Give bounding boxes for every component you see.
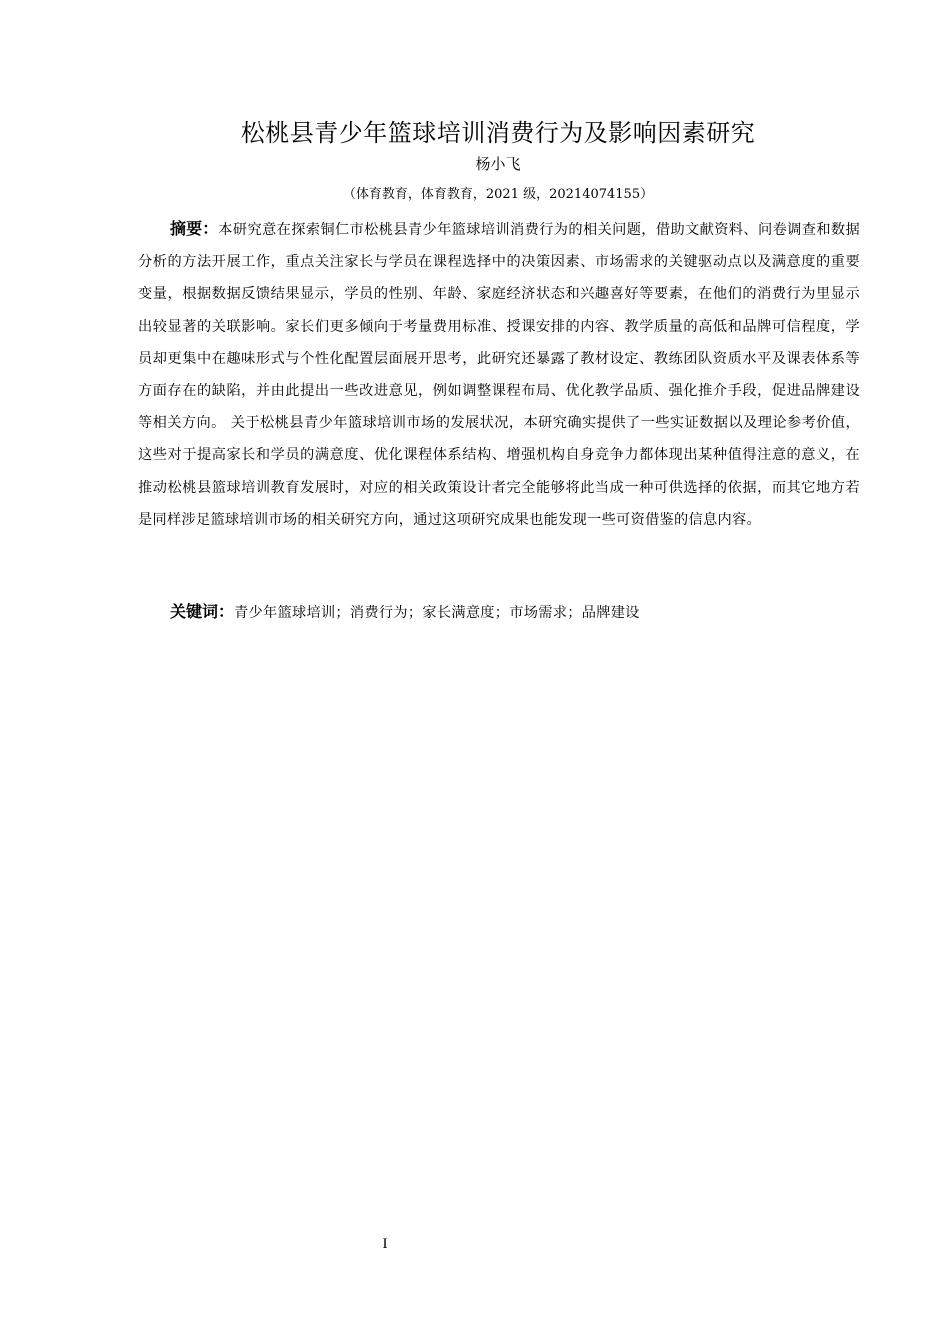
abstract-paragraph xyxy=(138,213,860,536)
keywords-line xyxy=(170,597,870,628)
abstract-text: 本研究意在探索铜仁市松桃县青少年篮球培训消费行为的相关问题，借助文献资料、问卷调查和数据分析的方法开展工作，重点关注家长与学员在课程选择中的决策因素、市场需求的关键驱动点以及满意度的重要变量，根据数据反馈结果显示，学员的性别、年龄、家庭经济状态和兴趣喜好等要素，在他们的消费行为里显示出较显著的关联影响。家长们更多倾向于考量费用标准、授课安排的内容、教学质量的高低和品牌可信程度，学员却更集中在趣味形式与个性化配置层面展开思考，此研究还暴露了教材设定、教练团队资质水平及课表体系等方面存在的缺陷，并由此提出一些改进意见，例如调整课程布局、优化教学品质、强化推介手段，促进品牌建设等相关方向。 关于松桃县青少年篮球培训市场的发展状况，本研究确实提供了一些实证数据以及理论参考价值，这些对于提高家长和学员的满意度、优化课程体系结构、增强机构自身竞争力都体现出某种值得注意的意义，在推动松桃县篮球培训教育发展时，对应的相关政策设计者完全能够将此当成一种可供选择的依据，而其它地方若是同样涉足篮球培训市场的相关研究方向，通过这项研究成果也能发现一些可资借鉴的信息内容。 xyxy=(138,222,860,528)
keywords-label: 关键词： xyxy=(170,602,235,621)
author-affiliation: （体育教育，体育教育，2021 级，20214074155） xyxy=(342,187,654,202)
page-number: I xyxy=(382,1236,388,1252)
keywords-text: 青少年篮球培训；消费行为；家长满意度；市场需求；品牌建设 xyxy=(234,605,640,621)
author-name: 杨小飞 xyxy=(475,155,521,173)
paper-title: 松桃县青少年篮球培训消费行为及影响因素研究 xyxy=(240,119,756,147)
abstract-label: 摘要： xyxy=(170,219,219,238)
